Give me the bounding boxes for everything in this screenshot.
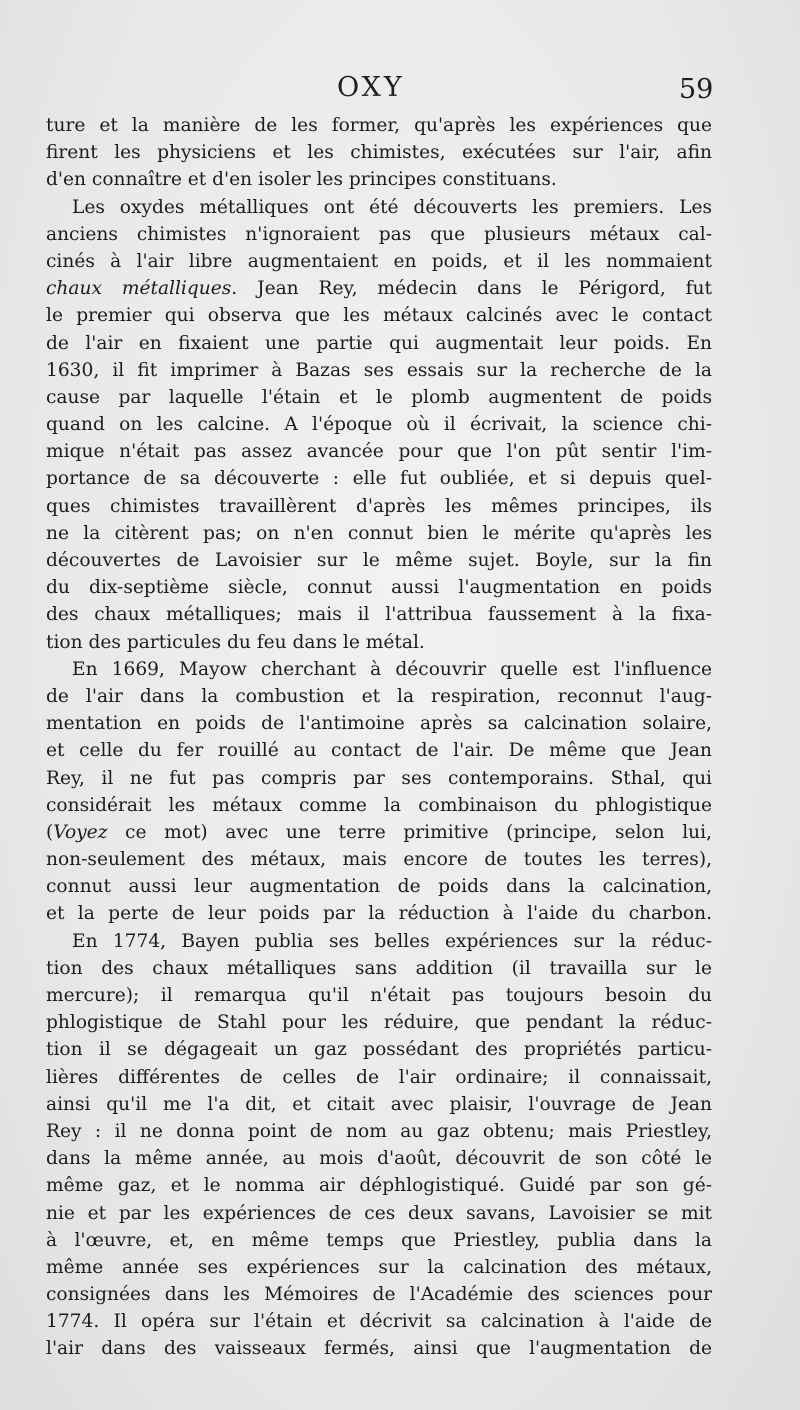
- text-line: même année ses expériences sur la calcination des métaux,: [46, 1256, 712, 1278]
- text-line: cause par laquelle l'étain et le plomb augmentent de poids: [46, 386, 712, 408]
- text-line: de l'air dans la combustion et la respiration, reconnut l'aug-: [46, 685, 712, 707]
- text-line: lières différentes de celles de l'air ordinaire; il connaissait,: [46, 1066, 712, 1088]
- text-line: connut aussi leur augmentation de poids dans la calcination,: [46, 876, 712, 898]
- text-line: cinés à l'air libre augmentaient en poids, et il les nommaient: [46, 250, 712, 272]
- text-line: tion des particules du feu dans le métal.: [46, 631, 425, 653]
- text-line: d'en connaître et d'en isoler les principes constituans.: [46, 169, 557, 191]
- text-line: Les oxydes métalliques ont été découverts les premiers. Les: [72, 196, 712, 218]
- text-line: tion il se dégageait un gaz possédant des propriétés particu-: [46, 1039, 712, 1061]
- text-line: (Voyez ce mot) avec une terre primitive (principe, selon lui,: [46, 821, 712, 843]
- running-head: OXY: [337, 72, 405, 103]
- text-line: et celle du fer rouillé au contact de l'air. De même que Jean: [46, 740, 712, 762]
- text-line: considérait les métaux comme la combinaison du phlogistique: [46, 794, 712, 816]
- text-line: portance de sa découverte : elle fut oubliée, et si depuis quel-: [46, 468, 712, 490]
- text-line: mentation en poids de l'antimoine après sa calcination solaire,: [46, 713, 712, 735]
- text-line: tion des chaux métalliques sans addition (il travailla sur le: [46, 957, 712, 979]
- text-line: mercure); il remarqua qu'il n'était pas toujours besoin du: [46, 985, 712, 1006]
- body-text: [46, 112, 712, 1363]
- text-line: non-seulement des métaux, mais encore de toutes les terres),: [46, 849, 712, 871]
- text-line: En 1774, Bayen publia ses belles expériences sur la réduc-: [72, 930, 712, 952]
- text-line: chaux métalliques. Jean Rey, médecin dans le Périgord, fut: [46, 278, 712, 300]
- text-line: Rey : il ne donna point de nom au gaz obtenu; mais Priestley,: [46, 1120, 712, 1142]
- text-line: ne la citèrent pas; on n'en connut bien le mérite qu'après les: [46, 522, 712, 544]
- text-line: découvertes de Lavoisier sur le même sujet. Boyle, sur la fin: [46, 550, 712, 571]
- text-line: En 1669, Mayow cherchant à découvrir quelle est l'influence: [72, 658, 712, 680]
- text-line: consignées dans les Mémoires de l'Académie des sciences pour: [46, 1284, 712, 1306]
- text-line: Rey, il ne fut pas compris par ses contemporains. Sthal, qui: [46, 767, 712, 789]
- page-header: [0, 72, 800, 108]
- text-line: dans la même année, au mois d'août, découvrit de son côté le: [46, 1148, 712, 1170]
- text-line: 1774. Il opéra sur l'étain et décrivit sa calcination à l'aide de: [46, 1311, 712, 1333]
- text-line: de l'air en fixaient une partie qui augmentait leur poids. En: [46, 332, 712, 354]
- text-line: quand on les calcine. A l'époque où il écrivait, la science chi-: [46, 414, 712, 436]
- italic-term: Voyez: [53, 821, 108, 843]
- page-number: 59: [679, 74, 714, 105]
- text-line: mique n'était pas assez avancée pour que l'on pût sentir l'im-: [46, 441, 712, 463]
- text-line: firent les physiciens et les chimistes, exécutées sur l'air, afin: [46, 142, 712, 164]
- text-line: nie et par les expériences de ces deux savans, Lavoisier se mit: [46, 1202, 712, 1224]
- text-line: du dix-septième siècle, connut aussi l'augmentation en poids: [46, 577, 712, 599]
- italic-term: chaux métalliques: [46, 278, 232, 300]
- text-line: à l'œuvre, et, en même temps que Priestley, publia dans la: [46, 1229, 712, 1251]
- text-line: phlogistique de Stahl pour les réduire, que pendant la réduc-: [46, 1012, 712, 1034]
- text-line: le premier qui observa que les métaux calcinés avec le contact: [46, 305, 712, 327]
- text-line: et la perte de leur poids par la réduction à l'aide du charbon.: [46, 903, 712, 925]
- text-line: l'air dans des vaisseaux fermés, ainsi que l'augmentation de: [46, 1338, 712, 1360]
- text-line: ture et la manière de les former, qu'après les expériences que: [46, 115, 712, 136]
- text-line: des chaux métalliques; mais il l'attribua faussement à la fixa-: [46, 604, 712, 626]
- text-line: ques chimistes travaillèrent d'après les mêmes principes, ils: [46, 495, 712, 517]
- text-line: anciens chimistes n'ignoraient pas que plusieurs métaux cal-: [46, 223, 712, 245]
- text-line: ainsi qu'il me l'a dit, et citait avec plaisir, l'ouvrage de Jean: [46, 1093, 712, 1115]
- text-line: 1630, il fit imprimer à Bazas ses essais sur la recherche de la: [46, 359, 712, 381]
- text-line: même gaz, et le nomma air déphlogistiqué. Guidé par son gé-: [46, 1175, 712, 1197]
